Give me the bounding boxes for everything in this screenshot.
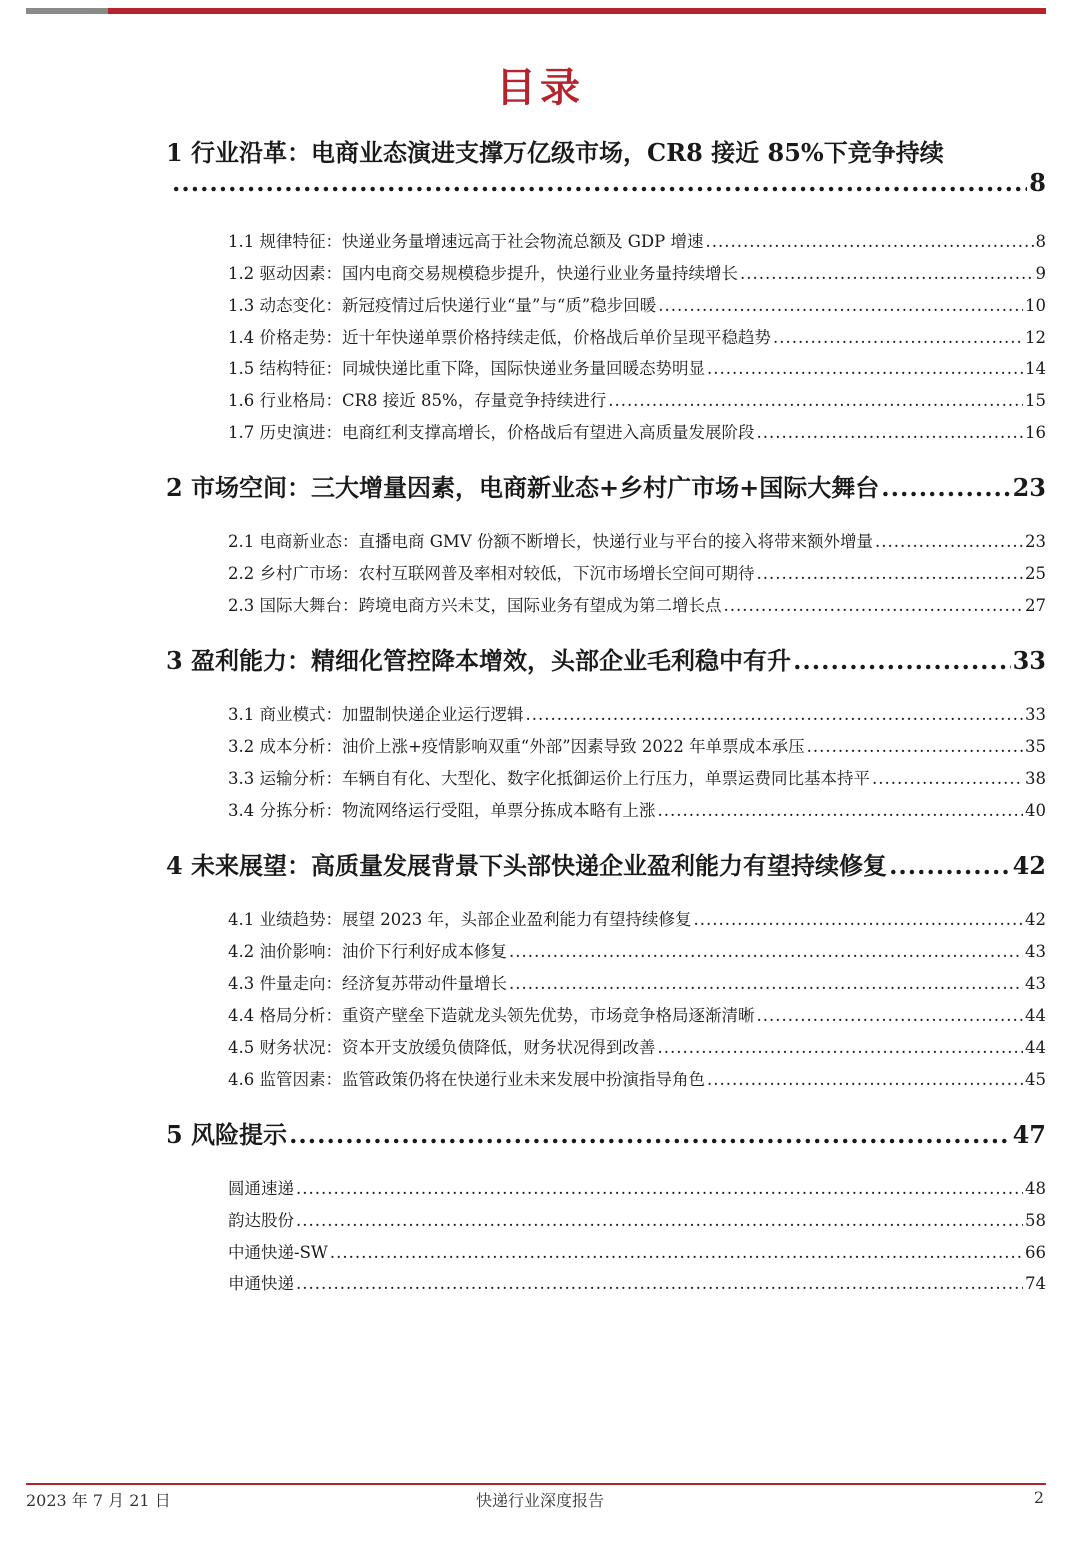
dot-leader (807, 737, 1023, 756)
toc-company-title: 中通快递-SW (228, 1243, 328, 1262)
toc-section-4-2[interactable] (228, 938, 1046, 962)
toc-page-number: 23 (1012, 473, 1046, 502)
toc-page-number: 44 (1025, 1038, 1046, 1057)
toc-section-title: 1.5 结构特征：同城快递比重下降，国际快递业务量回暖态势明显 (228, 359, 705, 378)
toc-section-1-7[interactable] (228, 419, 1046, 443)
dot-leader (658, 801, 1024, 820)
toc-company-4[interactable] (228, 1270, 1046, 1294)
toc-company-title: 申通快递 (228, 1274, 294, 1293)
toc-section-3-3[interactable] (228, 765, 1046, 789)
toc-section-title: 2.1 电商新业态：直播电商 GMV 份额不断增长，快递行业与平台的接入将带来额外增量 (228, 532, 873, 551)
toc-chapter-3[interactable] (166, 641, 1046, 676)
toc-page-number: 74 (1025, 1274, 1046, 1293)
toc-section-title: 1.7 历史演进：电商红利支撑高增长，价格战后有望进入高质量发展阶段 (228, 423, 755, 442)
toc-page-number: 12 (1025, 328, 1046, 347)
toc-section-title: 4.6 监管因素：监管政策仍将在快递行业未来发展中扮演指导角色 (228, 1070, 705, 1089)
toc-section-title: 1.4 价格走势：近十年快递单票价格持续走低，价格战后单价呈现平稳趋势 (228, 328, 771, 347)
toc-page-number: 9 (1035, 264, 1046, 283)
toc-page-number: 45 (1025, 1070, 1046, 1089)
toc-page-number: 33 (1025, 705, 1046, 724)
toc-section-title: 3.2 成本分析：油价上涨+疫情影响双重“外部”因素导致 2022 年单票成本承压 (228, 737, 805, 756)
footer-report-title: 快递行业深度报告 (475, 1491, 604, 1510)
dot-leader (724, 596, 1024, 615)
toc-company-title: 韵达股份 (228, 1211, 294, 1230)
toc-chapter-title: 4 未来展望：高质量发展背景下头部快递企业盈利能力有望持续修复 (166, 851, 888, 880)
toc-section-1-1[interactable] (228, 228, 1046, 252)
toc-page-number: 27 (1025, 596, 1046, 615)
dot-leader (757, 1006, 1024, 1025)
toc-page-number: 8 (1035, 232, 1046, 251)
toc-company-1[interactable] (228, 1175, 1046, 1199)
dot-leader (707, 1070, 1023, 1089)
toc-page-number: 58 (1025, 1211, 1046, 1230)
toc-chapter-2[interactable] (166, 468, 1046, 503)
toc-company-title: 圆通速递 (228, 1179, 294, 1198)
toc-section-3-2[interactable] (228, 733, 1046, 757)
toc-chapter-title: 5 风险提示 (166, 1120, 288, 1149)
toc-section-title: 4.2 油价影响：油价下行利好成本修复 (228, 942, 507, 961)
toc-section-2-1[interactable] (228, 528, 1046, 552)
toc-section-3-4[interactable] (228, 797, 1046, 821)
dot-leader (296, 1211, 1023, 1230)
toc-page-number: 8 (1029, 168, 1046, 197)
toc-chapter-1-leader[interactable] (170, 168, 1046, 197)
dot-leader (608, 391, 1023, 410)
page-title: 目录 (496, 64, 584, 111)
toc-section-1-5[interactable] (228, 355, 1046, 379)
toc-page-number: 43 (1025, 942, 1046, 961)
toc-section-title: 3.1 商业模式：加盟制快递企业运行逻辑 (228, 705, 524, 724)
toc-page-number: 43 (1025, 974, 1046, 993)
toc-page-number: 48 (1025, 1179, 1046, 1198)
toc-section-title: 2.2 乡村广市场：农村互联网普及率相对较低，下沉市场增长空间可期待 (228, 564, 755, 583)
toc-section-3-1[interactable] (228, 701, 1046, 725)
dot-leader (509, 942, 1023, 961)
toc-page-number: 16 (1025, 423, 1046, 442)
toc-section-title: 3.3 运输分析：车辆自有化、大型化、数字化抵御运价上行压力，单票运费同比基本持平 (228, 769, 870, 788)
footer-divider (26, 1483, 1046, 1485)
toc-section-title: 4.4 格局分析：重资产壁垒下造就龙头领先优势，市场竞争格局逐渐清晰 (228, 1006, 755, 1025)
toc-section-title: 1.6 行业格局：CR8 接近 85%，存量竞争持续进行 (228, 391, 607, 410)
toc-page-number: 47 (1012, 1120, 1046, 1149)
toc-page-number: 35 (1025, 737, 1046, 756)
footer-date: 2023 年 7 月 21 日 (26, 1491, 171, 1510)
toc-company-2[interactable] (228, 1207, 1046, 1231)
toc-section-title: 4.5 财务状况：资本开支放缓负债降低，财务状况得到改善 (228, 1038, 656, 1057)
dot-leader (658, 1038, 1024, 1057)
toc-page-number: 42 (1012, 851, 1046, 880)
toc-page-number: 42 (1025, 910, 1046, 929)
toc-page-number: 44 (1025, 1006, 1046, 1025)
toc-section-4-3[interactable] (228, 970, 1046, 994)
toc-section-title: 1.2 驱动因素：国内电商交易规模稳步提升，快递行业业务量持续增长 (228, 264, 738, 283)
dot-leader (740, 264, 1034, 283)
dot-leader (706, 232, 1034, 251)
toc-section-4-5[interactable] (228, 1034, 1046, 1058)
toc-page-number: 40 (1025, 801, 1046, 820)
toc-section-4-4[interactable] (228, 1002, 1046, 1026)
dot-leader (757, 564, 1024, 583)
dot-leader (773, 328, 1023, 347)
dot-leader (658, 296, 1023, 315)
toc-section-2-3[interactable] (228, 592, 1046, 616)
dot-leader (881, 473, 1010, 502)
toc-section-2-2[interactable] (228, 560, 1046, 584)
toc-section-1-6[interactable] (228, 387, 1046, 411)
dot-leader (872, 769, 1023, 788)
toc-page-number: 66 (1025, 1243, 1046, 1262)
dot-leader (172, 168, 1027, 197)
toc-page-number: 38 (1025, 769, 1046, 788)
toc-page-number: 15 (1025, 391, 1046, 410)
toc-chapter-title: 2 市场空间：三大增量因素，电商新业态+乡村广市场+国际大舞台 (166, 473, 880, 502)
dot-leader (757, 423, 1024, 442)
dot-leader (526, 705, 1024, 724)
header-bar (26, 8, 1046, 14)
toc-chapter-1-title[interactable]: 1 行业沿革：电商业态演进支撑万亿级市场，CR8 接近 85%下竞争持续 (166, 138, 944, 167)
toc-chapter-5[interactable] (166, 1115, 1046, 1150)
toc-company-3[interactable] (228, 1239, 1046, 1263)
dot-leader (707, 359, 1023, 378)
toc-section-title: 2.3 国际大舞台：跨境电商方兴未艾，国际业务有望成为第二增长点 (228, 596, 722, 615)
dot-leader (509, 974, 1023, 993)
dot-leader (793, 646, 1011, 675)
dot-leader (330, 1243, 1023, 1262)
header-bar-red (108, 8, 1046, 14)
toc-section-4-1[interactable] (228, 906, 1046, 930)
dot-leader (889, 851, 1011, 880)
dot-leader (693, 910, 1023, 929)
toc-section-title: 1.1 规律特征：快递业务量增速远高于社会物流总额及 GDP 增速 (228, 232, 704, 251)
toc-section-1-2[interactable] (228, 260, 1046, 284)
toc-section-title: 4.1 业绩趋势：展望 2023 年，头部企业盈利能力有望持续修复 (228, 910, 692, 929)
toc-chapter-title: 3 盈利能力：精细化管控降本增效，头部企业毛利稳中有升 (166, 646, 792, 675)
toc-section-title: 4.3 件量走向：经济复苏带动件量增长 (228, 974, 507, 993)
footer-page-number: 2 (1033, 1488, 1044, 1507)
toc-page-number: 10 (1025, 296, 1046, 315)
dot-leader (875, 532, 1023, 551)
toc-chapter-4[interactable] (166, 846, 1046, 881)
dot-leader (296, 1179, 1023, 1198)
toc-page-number: 33 (1012, 646, 1046, 675)
toc-section-1-3[interactable] (228, 292, 1046, 316)
toc-page-number: 23 (1025, 532, 1046, 551)
toc-page-number: 25 (1025, 564, 1046, 583)
toc-section-4-6[interactable] (228, 1066, 1046, 1090)
toc-section-1-4[interactable] (228, 324, 1046, 348)
toc-section-title: 3.4 分拣分析：物流网络运行受阻，单票分拣成本略有上涨 (228, 801, 656, 820)
dot-leader (289, 1120, 1011, 1149)
dot-leader (296, 1274, 1023, 1293)
toc-page-number: 14 (1025, 359, 1046, 378)
header-bar-gray (26, 8, 108, 14)
toc-section-title: 1.3 动态变化：新冠疫情过后快递行业“量”与“质”稳步回暖 (228, 296, 657, 315)
